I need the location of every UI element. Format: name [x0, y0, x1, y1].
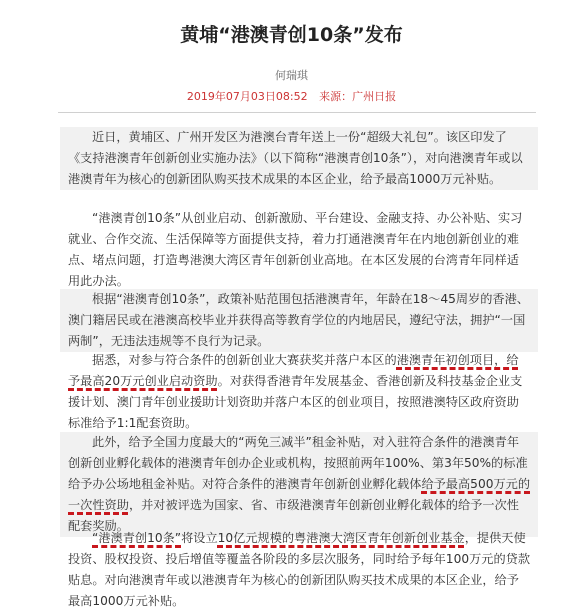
paragraph-6 [60, 528, 538, 612]
article-source: 来源：广州日报 [319, 90, 397, 103]
paragraph-6-highlight-name: “港澳青创10条” [92, 531, 182, 545]
article-title: 黄埔“港澳青创10条”发布 [180, 24, 403, 46]
article-meta [0, 88, 583, 104]
paragraph-3-text: 根据“港澳青创10条”，政策补贴范围包括港澳青年，年龄在18～45周岁的香港、澳门籍居民或在港澳高校毕业并获得高等教育学位的内地居民，遵纪守法，拥护“一国两制”，无违法违规等不良行为记录。 [68, 292, 529, 348]
paragraph-2 [60, 208, 538, 292]
paragraph-3 [60, 289, 538, 352]
article-author: 何瑞琪 [275, 69, 308, 82]
paragraph-4 [60, 350, 538, 434]
paragraph-4-highlight: 港澳青年初创项目，给予最高20万元创业启动资助 [68, 353, 519, 388]
paragraph-5-text-c: ，并对被评选为国家、省、市级港澳青年创新创业孵化载体的给予一次性配套奖励。 [68, 498, 519, 533]
paragraph-5 [60, 432, 538, 537]
paragraph-6-text-d: ，提供天使投资、股权投资、投后增值等覆盖各阶段的多层次服务，同时给予每年100万元的贷款贴息。对向港澳青年或以港澳青年为核心的创新团队购买技术成果的本区企业，给予最高1000万元补贴。 [68, 531, 531, 608]
paragraph-5-highlight: 给予最高500万元的一次性资助 [68, 477, 531, 512]
paragraph-4-text-a: 据悉，对参与符合条件的创新创业大赛获奖并落户本区的 [92, 353, 397, 367]
article-datetime: 2019年07月03日08:52 [186, 90, 308, 103]
paragraph-1-text: 近日，黄埔区、广州开发区为港澳台青年送上一份“超级大礼包”。该区印发了《支持港澳青年创新创业实施办法》（以下简称“港澳青创10条”），对向港澳青年或以港澳青年为核心的创新团队购买技术成果的本区企业，给予最高1000万元补贴。 [68, 130, 523, 186]
paragraph-6-highlight-fund: 10亿元规模的粤港澳大湾区青年创新创业基金 [217, 531, 465, 545]
title-divider [58, 112, 536, 113]
paragraph-5-text-a: 此外，给予全国力度最大的“两免三减半”租金补贴，对入驻符合条件的港澳青年创新创业孵化载体的港澳青年创办企业或机构，按照前两年100%、第3年50%的标准给予办公场地租金补贴。对符合条件的港澳青年创新创业孵化载体 [68, 435, 528, 491]
paragraph-4-text-c: 。对获得香港青年发展基金、香港创新及科技基金企业支援计划、澳门青年创业援助计划资助并落户本区的创业项目，按照港澳特区政府资助标准给予1:1配套资助。 [68, 374, 523, 430]
paragraph-6-text-b: 将设立 [181, 531, 218, 545]
paragraph-2-text: “港澳青创10条”从创业启动、创新激励、平台建设、金融支持、办公补贴、实习就业、合作交流、生活保障等方面提供支持，着力打通港澳青年在内地创新创业的难点、堵点问题，打造粤港澳大湾区青年创新创业高地。在本区发展的台湾青年同样适用此办法。 [68, 211, 523, 288]
paragraph-1 [60, 127, 538, 190]
